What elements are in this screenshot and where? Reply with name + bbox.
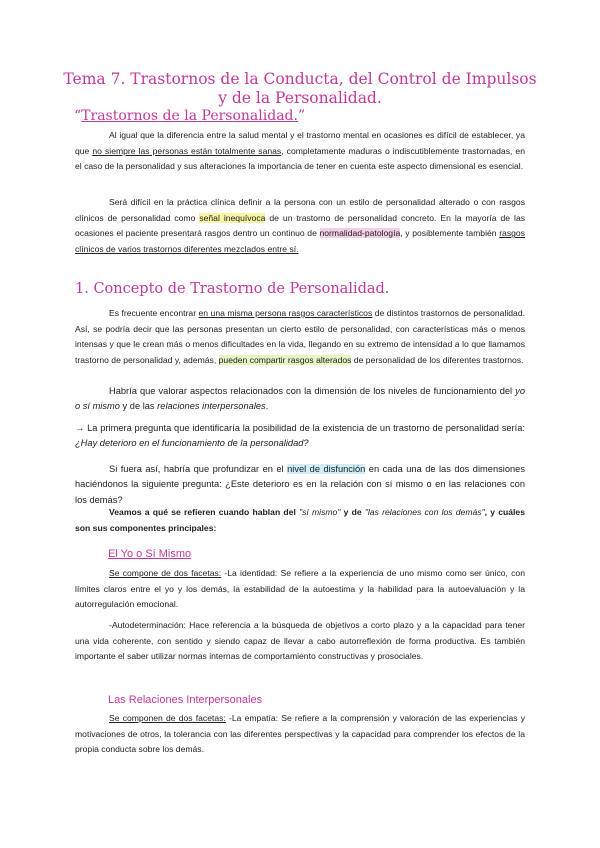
highlight-text: nivel de disfunción bbox=[287, 464, 366, 474]
document-subtitle bbox=[74, 108, 305, 124]
subsection-heading-relaciones: Las Relaciones Interpersonales bbox=[108, 694, 263, 706]
subsection-heading-yo: El Yo o Sí Mismo bbox=[108, 548, 192, 560]
highlight-text: pueden compartir rasgos alterados bbox=[218, 354, 352, 365]
section1-paragraph-1: Es frecuente encontrar en una misma persona rasgos característicos de distintos trastornos de personalidad. Así, se podría decir que las personas presentan un cierto estilo de personalidad, con características más o menos intensas y que le crean más o menos dificultades en la vida, llegando en su extremo de intensidad a lo que llamamos trastorno de personalidad y, además, pueden compartir rasgos alterados de personalidad de los diferentes trastornos. bbox=[75, 308, 525, 365]
section1-paragraph-2: Habría que valorar aspectos relacionados con la dimensión de los niveles de funcionamiento del yo o sí mismo y de las relaciones interpersonales. bbox=[75, 386, 525, 412]
relaciones-paragraph-1: Se componen de dos facetas: -La empatía: Se refiere a la comprensión y valoración de las experiencias y motivaciones de otros, la tolerancia con las diferentes perspectivas y la capacidad para comprender los efectos de la propia conducta sobre los demás. bbox=[75, 713, 525, 755]
document-title: Tema 7. Trastornos de la Conducta, del Control de Impulsos y de la Personalidad. bbox=[63, 70, 537, 107]
quote-open: “ bbox=[74, 108, 82, 124]
highlight-text: normalidad-patología bbox=[319, 228, 401, 239]
quote-close: ” bbox=[297, 108, 306, 124]
section1-paragraph-5: Veamos a qué se refieren cuando hablan del "sí mismo" y de "las relaciones con los demás", y cuáles son sus componentes principales: bbox=[75, 507, 525, 533]
intro-paragraph-2: Será difícil en la práctica clínica definir a la persona con un estilo de personalidad alterado o con rasgos clínicos de personalidad como señal inequívoca de un trastorno de personalidad concreto. En la mayoría de las ocasiones el paciente presentará rasgos dentro un continuo de normalidad-patología, y posiblemente también rasgos clínicos de varios trastornos diferentes mezclados entre sí. bbox=[75, 197, 526, 254]
highlight-text: señal inequívoca bbox=[199, 212, 266, 223]
section1-paragraph-4: Si fuera así, habría que profundizar en el nivel de disfunción en cada una de las dos dimensiones haciéndonos la siguiente pregunta: ¿Este deterioro es en la relación con sí mismo o en las relaciones con los demás? bbox=[75, 464, 525, 505]
yo-paragraph-1: Se compone de dos facetas: -La identidad: Se refiere a la experiencia de uno mismo como ser único, con límites claros entre el yo y los demás, la estabilidad de la autoestima y la habilidad para la autoevaluación y la autorregulación emocional. bbox=[75, 568, 525, 610]
section1-paragraph-3: → La primera pregunta que identificaría la posibilidad de la existencia de un trastorno de personalidad sería: ¿Hay deterioro en el funcionamiento de la personalidad? bbox=[75, 423, 525, 449]
intro-paragraph-1: Al igual que la diferencia entre la salud mental y el trastorno mental en ocasiones es difícil de establecer, ya que no siempre las personas están totalmente sanas, completamente maduras o indiscutiblemente trastornadas, en el caso de la personalidad y sus alteraciones la importancia de tener en cuenta este aspecto dimensional es esencial. bbox=[75, 130, 525, 172]
section-heading: 1. Concepto de Trastorno de Personalidad. bbox=[75, 281, 390, 297]
subtitle-text: Trastornos de la Personalidad. bbox=[81, 108, 298, 124]
yo-paragraph-2: -Autodeterminación: Hace referencia a la búsqueda de objetivos a corto plazo y a la capacidad para tener una vida coherente, con sentido y siendo capaz de llevar a cabo autorreflexión de forma productiva. Es también importante el saber utilizar normas internas de comportamiento constructivas y prosociales. bbox=[75, 620, 525, 662]
